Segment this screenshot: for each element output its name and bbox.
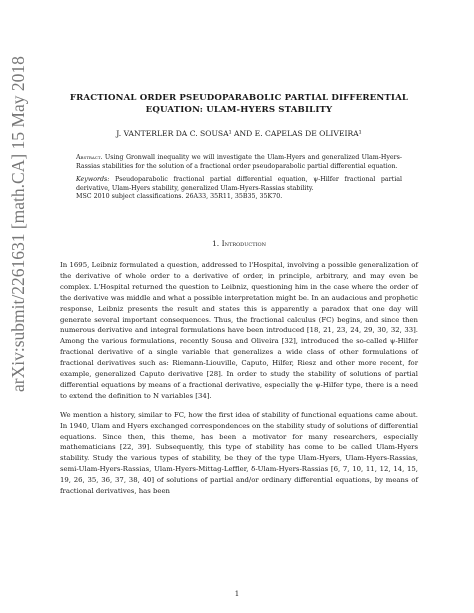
- msc-classification: MSC 2010 subject classifications. 26A33, 35R11, 35B35, 35K70.: [76, 193, 283, 201]
- title-line-1: FRACTIONAL ORDER PSEUDOPARABOLIC PARTIAL DIFFERENTIAL: [69, 93, 409, 103]
- title-line-2: EQUATION: ULAM-HYERS STABILITY: [145, 105, 333, 115]
- paper-title: [60, 92, 418, 116]
- keywords-text: Pseudoparabolic fractional partial differential equation, ψ-Hilfer fractional partial derivative, Ulam-Hyers stability, generalized Ulam-Hyers-Rassias stability.: [76, 176, 402, 192]
- page-number: 1: [234, 590, 240, 598]
- paragraph-1: In 1695, Leibniz formulated a question, addressed to l'Hospital, involving a possible generalization of the derivative of whole order to a derivative of order, in principle, arbitrary, and may even be complex. L'Hospital returned the question to Leibniz, questioning him in the case where the order of the derivative was middle and what a possible interpretation might be. In an audacious and prophetic response, Leibniz presents the result and states this is apparently a paradox that one day will generate several important consequences. Thus, the fractional calculus (FC) begins, and since then numerous derivative and integral formulations have been introduced [18, 21, 23, 24, 29, 30, 32, 33]. Among the various formulations, recently Sousa and Oliveira [32], introduced the so-called ψ-Hilfer fractional derivative of a single variable that generalizes a wide class of other formulations of fractional derivatives such as: Riemann-Liouville, Caputo, Hilfer, Riesz and other more recent, for example, generalized Caputo derivative [28]. In order to study the stability of solutions of partial differential equations by means of a fractional derivative, especially the ψ-Hilfer type, there is a need to extend the definition to N variables [34].: [60, 260, 418, 400]
- keywords: [76, 176, 402, 202]
- abstract-block: [76, 154, 402, 202]
- keywords-label: Keywords:: [76, 176, 110, 184]
- abstract: [76, 154, 402, 171]
- abstract-text: Using Gronwall inequality we will investigate the Ulam-Hyers and generalized Ulam-Hyers-Rassias stabilities for the solution of a fractional order pseudoparabolic partial differential equation.: [76, 154, 402, 170]
- paragraph-2: We mention a history, similar to FC, how the first idea of stability of functional equations came about. In 1940, Ulam and Hyers exchanged correspondences on the stability study of solutions of differential equations. Since then, this theme, has been a motivator for many researchers, especially mathematicians [22, 39]. Subsequently, this type of stability has come to be called Ulam-Hyers stability. Study the various types of stability, be they of the type Ulam-Hyers, Ulam-Hyers-Rassias, semi-Ulam-Hyers-Rassias, Ulam-Hyers-Mittag-Leffler, δ-Ulam-Hyers-Rassias [6, 7, 10, 11, 12, 14, 15, 19, 26, 35, 36, 37, 38, 40] of solutions of partial and/or ordinary differential equations, by means of fractional derivatives, has been: [60, 410, 418, 496]
- body-text: [60, 260, 418, 497]
- section-heading: 1. Introduction: [211, 238, 267, 248]
- paper-page: [60, 92, 418, 497]
- abstract-label: Abstract.: [76, 154, 103, 161]
- authors: J. VANTERLER DA C. SOUSA¹ AND E. CAPELAS DE OLIVEIRA¹: [116, 129, 362, 138]
- arxiv-identifier-sidebar: arXiv:submit/2261631 [math.CA] 15 May 2018: [8, 56, 28, 392]
